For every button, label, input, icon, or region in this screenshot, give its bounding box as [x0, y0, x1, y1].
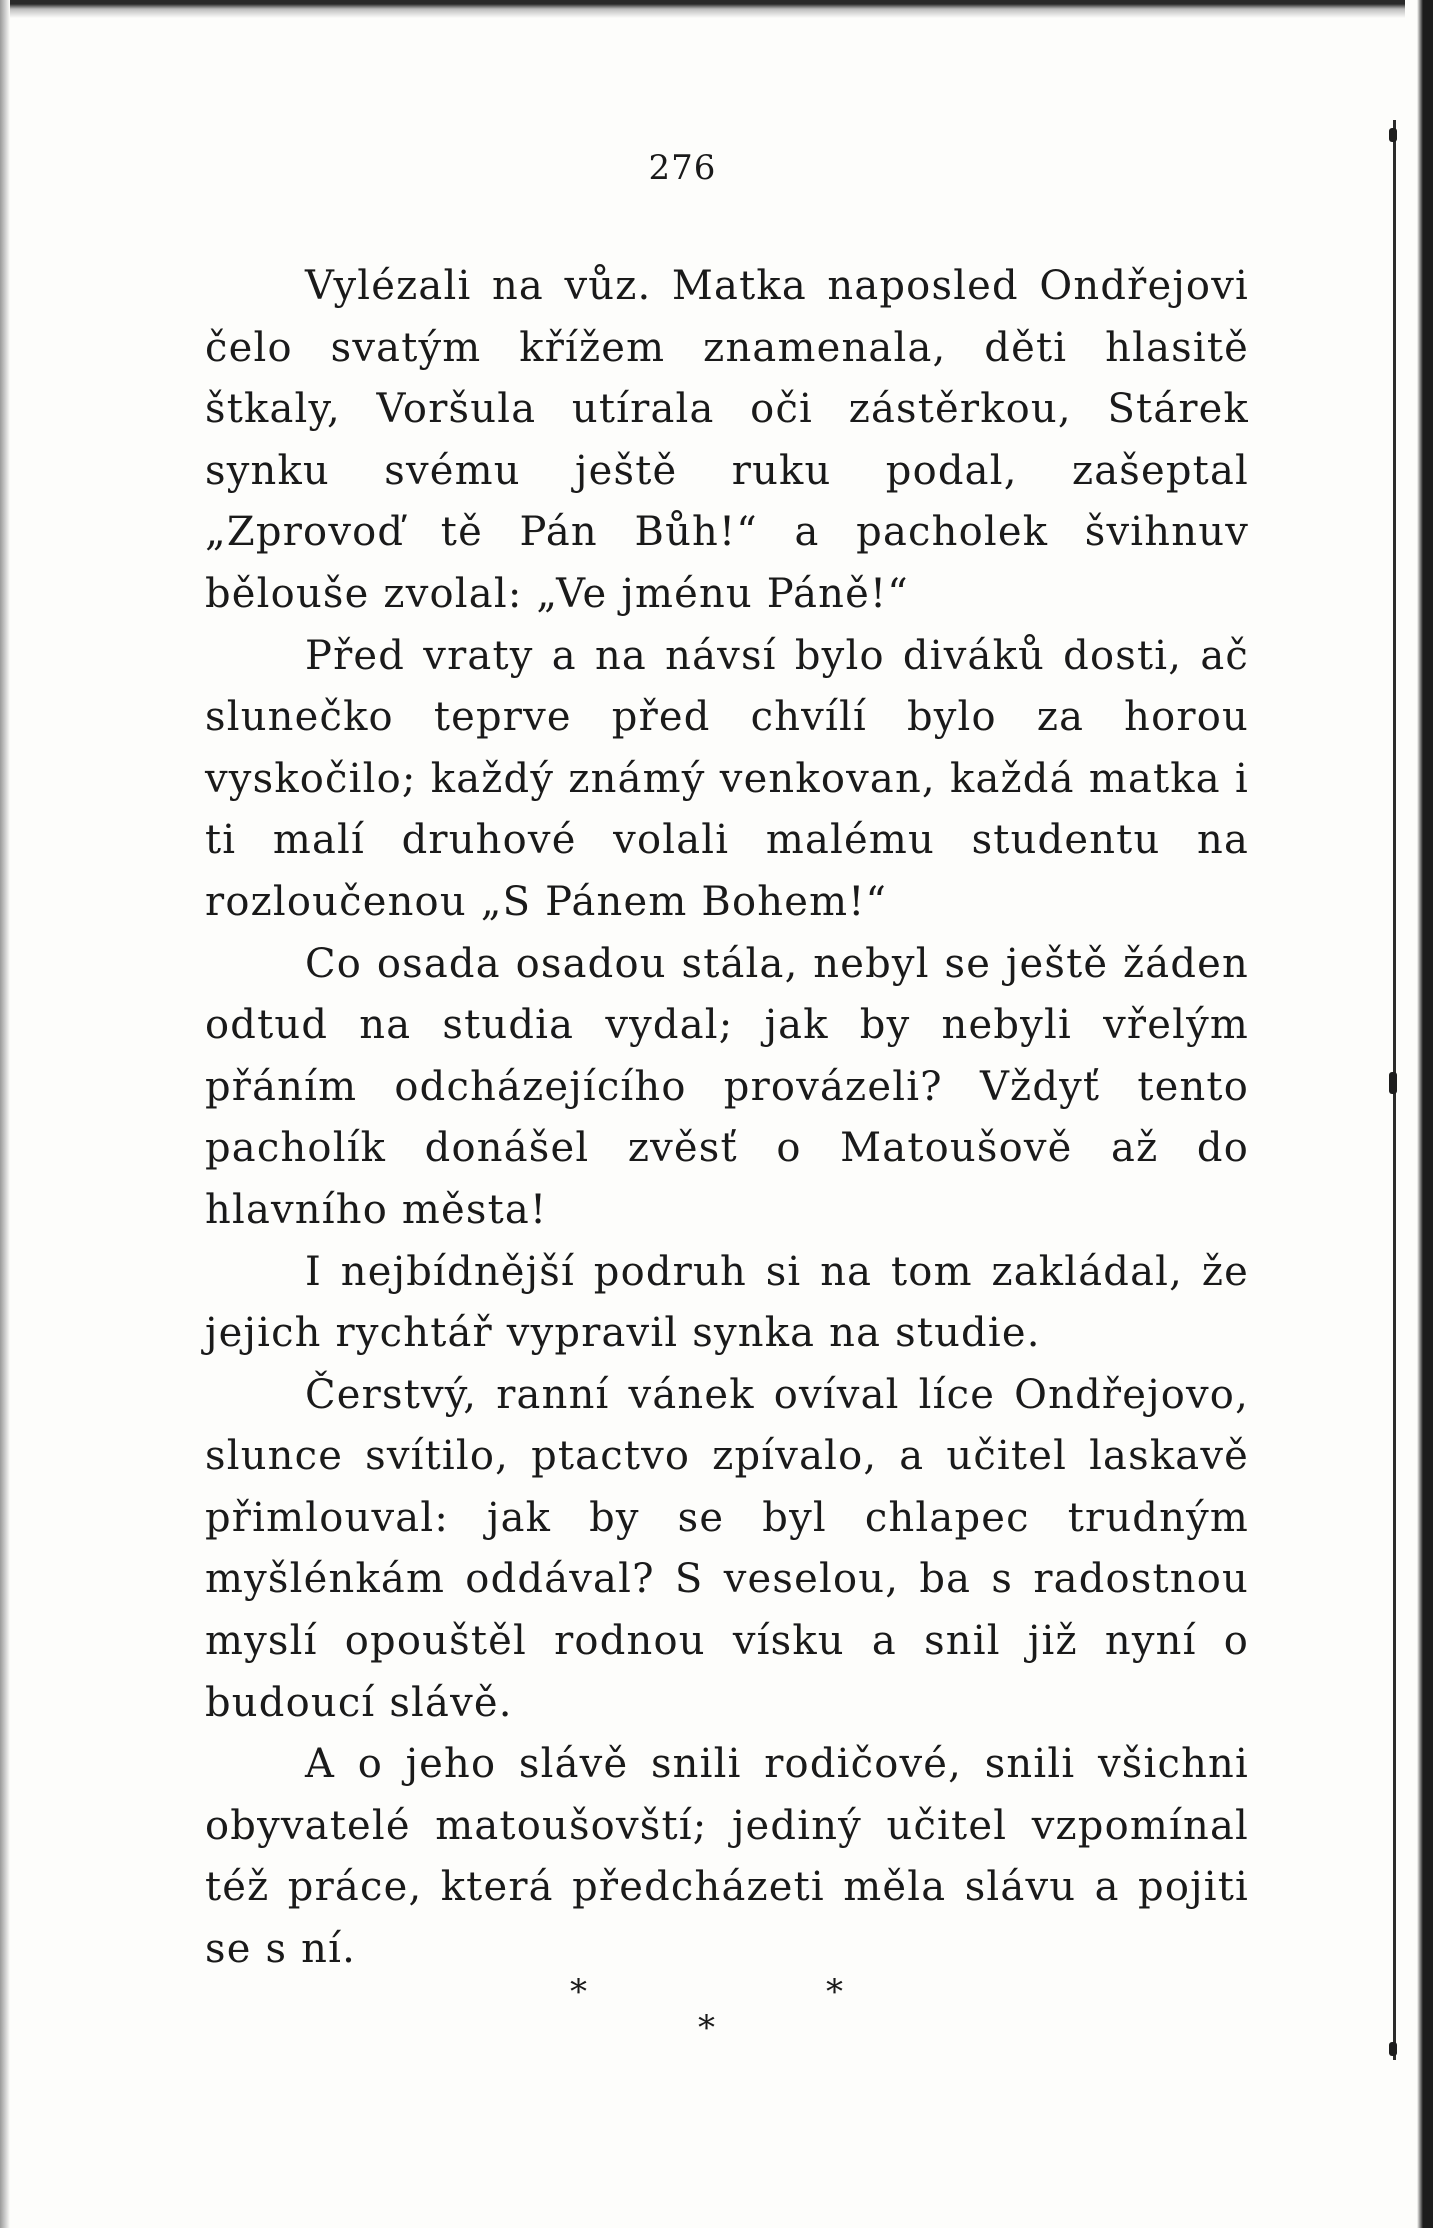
binding-mark	[1389, 1072, 1397, 1094]
asterisk: *	[826, 1972, 843, 2012]
paragraph: Čerstvý, ranní vánek ovíval líce Ondřejovo, slunce svítilo, ptactvo zpívalo, a učitel laskavě přimlouval: jak by se byl chlapec trudným myšlénkám oddával? S veselou, ba s radostnou myslí opouštěl rodnou vísku a snil již nyní o budoucí slávě.	[205, 1371, 1249, 1726]
scan-right-edge	[1405, 0, 1433, 2228]
scan-top-edge	[0, 0, 1433, 18]
asterisk: *	[698, 2008, 715, 2048]
section-break	[560, 1972, 860, 2052]
paragraph: A o jeho slávě snili rodičové, snili všichni obyvatelé matoušovští; jediný učitel vzpomínal též práce, která předcházeti měla slávu a pojiti se s ní.	[205, 1741, 1249, 1973]
paragraph: Vylézali na vůz. Matka naposled Ondřejovi čelo svatým křížem znamenala, děti hlasitě štkaly, Voršula utírala oči zástěrkou, Stárek synku svému ještě ruku podal, zašeptal „Zprovoď tě Pán Bůh!“ a pacholek švihnuv bělouše zvolal: „Ve jménu Páně!“	[205, 263, 1249, 617]
paragraph: I nejbídnější podruh si na tom zakládal, že jejich rychtář vypravil synka na studie.	[205, 1248, 1249, 1357]
paragraph: Co osada osadou stála, nebyl se ještě žáden odtud na studia vydal; jak by nebyli vřelým přáním odcházejícího provázeli? Vždyť tento pacholík donášel zvěsť o Matoušově až do hlavního města!	[205, 940, 1249, 1233]
binding-mark	[1389, 128, 1397, 142]
paragraph: Před vraty a na návsí bylo diváků dosti, ač slunečko teprve před chvílí bylo za horou vyskočilo; každý známý venkovan, každá matka i ti malí druhové volali malému studentu na rozloučenou „S Pánem Bohem!“	[205, 632, 1249, 925]
scan-left-edge	[0, 0, 10, 2228]
binding-mark	[1389, 2042, 1397, 2056]
page-number: 276	[648, 148, 717, 188]
asterisk: *	[570, 1972, 587, 2012]
body-text	[205, 256, 1249, 1981]
